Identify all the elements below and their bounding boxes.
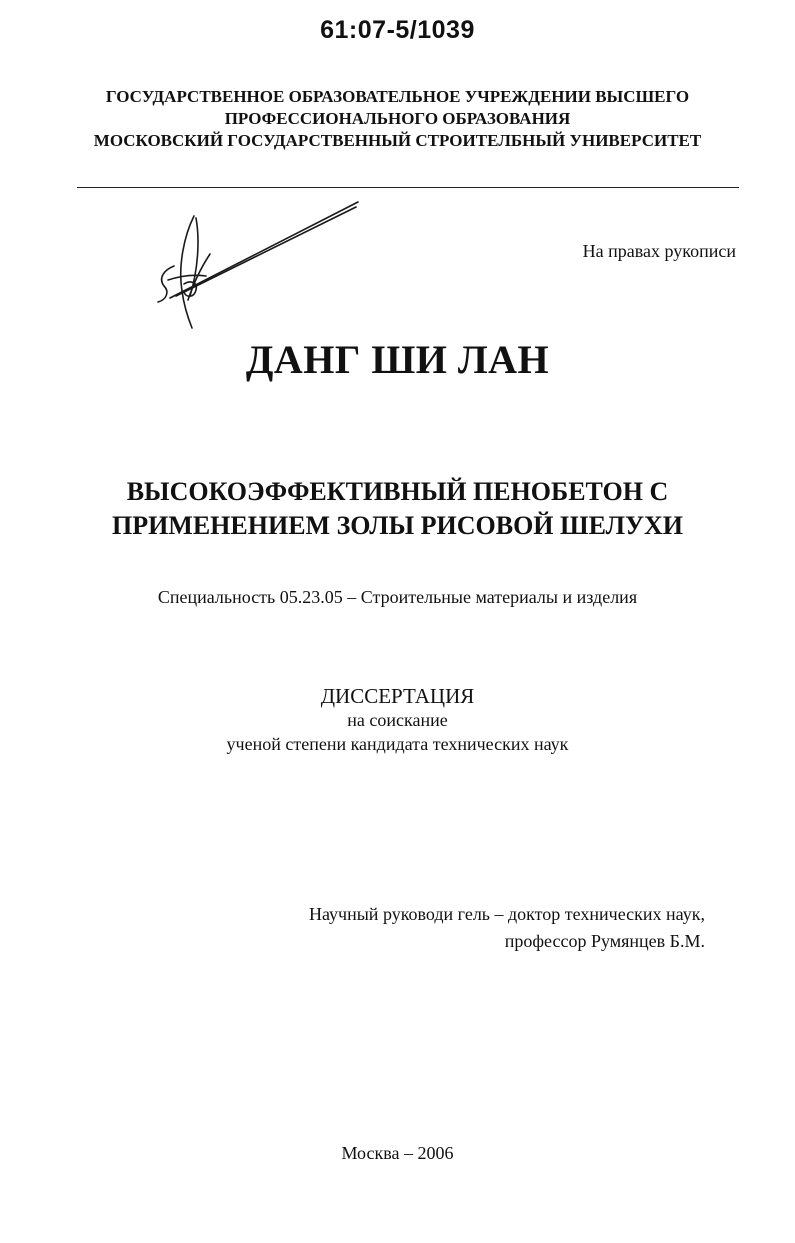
advisor-line-1: Научный руководи гель – доктор технических наук,: [308, 904, 705, 924]
title-line-2: ПРИМЕНЕНИЕМ ЗОЛЫ РИСОВОЙ ШЕЛУХИ: [111, 511, 684, 540]
institution-header: [0, 86, 795, 152]
title-line-1: ВЫСОКОЭФФЕКТИВНЫЙ ПЕНОБЕТОН С: [126, 477, 669, 506]
institution-line-2: ПРОФЕССИОНАЛЬНОГО ОБРАЗОВАНИЯ: [224, 109, 571, 128]
specialty: Специальность 05.23.05 – Строительные материалы и изделия: [157, 587, 638, 607]
dissertation-type: ДИССЕРТАЦИЯ: [320, 684, 475, 708]
advisor-line-2: профессор Румянцев Б.М.: [504, 931, 705, 951]
institution-line-3: МОСКОВСКИЙ ГОСУДАРСТВЕННЫЙ СТРОИТЕЛБНЫЙ УНИВЕРСИТЕТ: [93, 131, 702, 150]
dissertation-degree: ученой степени кандидата технических наук: [226, 734, 569, 754]
manuscript-rights: На правах рукописи: [582, 241, 736, 261]
scientific-advisor: [200, 901, 705, 955]
city-year: Москва – 2006: [341, 1143, 454, 1163]
dissertation-purpose: на соискание: [347, 710, 448, 730]
header-divider: [77, 187, 739, 188]
handwritten-signature: [140, 196, 370, 336]
dissertation-title: [0, 475, 795, 543]
author-name: ДАНГ ШИ ЛАН: [245, 337, 550, 382]
catalog-number: 61:07-5/1039: [320, 16, 475, 44]
institution-line-1: ГОСУДАРСТВЕННОЕ ОБРАЗОВАТЕЛЬНОЕ УЧРЕЖДЕНИИ ВЫСШЕГО: [105, 87, 690, 106]
dissertation-info: [0, 684, 795, 756]
